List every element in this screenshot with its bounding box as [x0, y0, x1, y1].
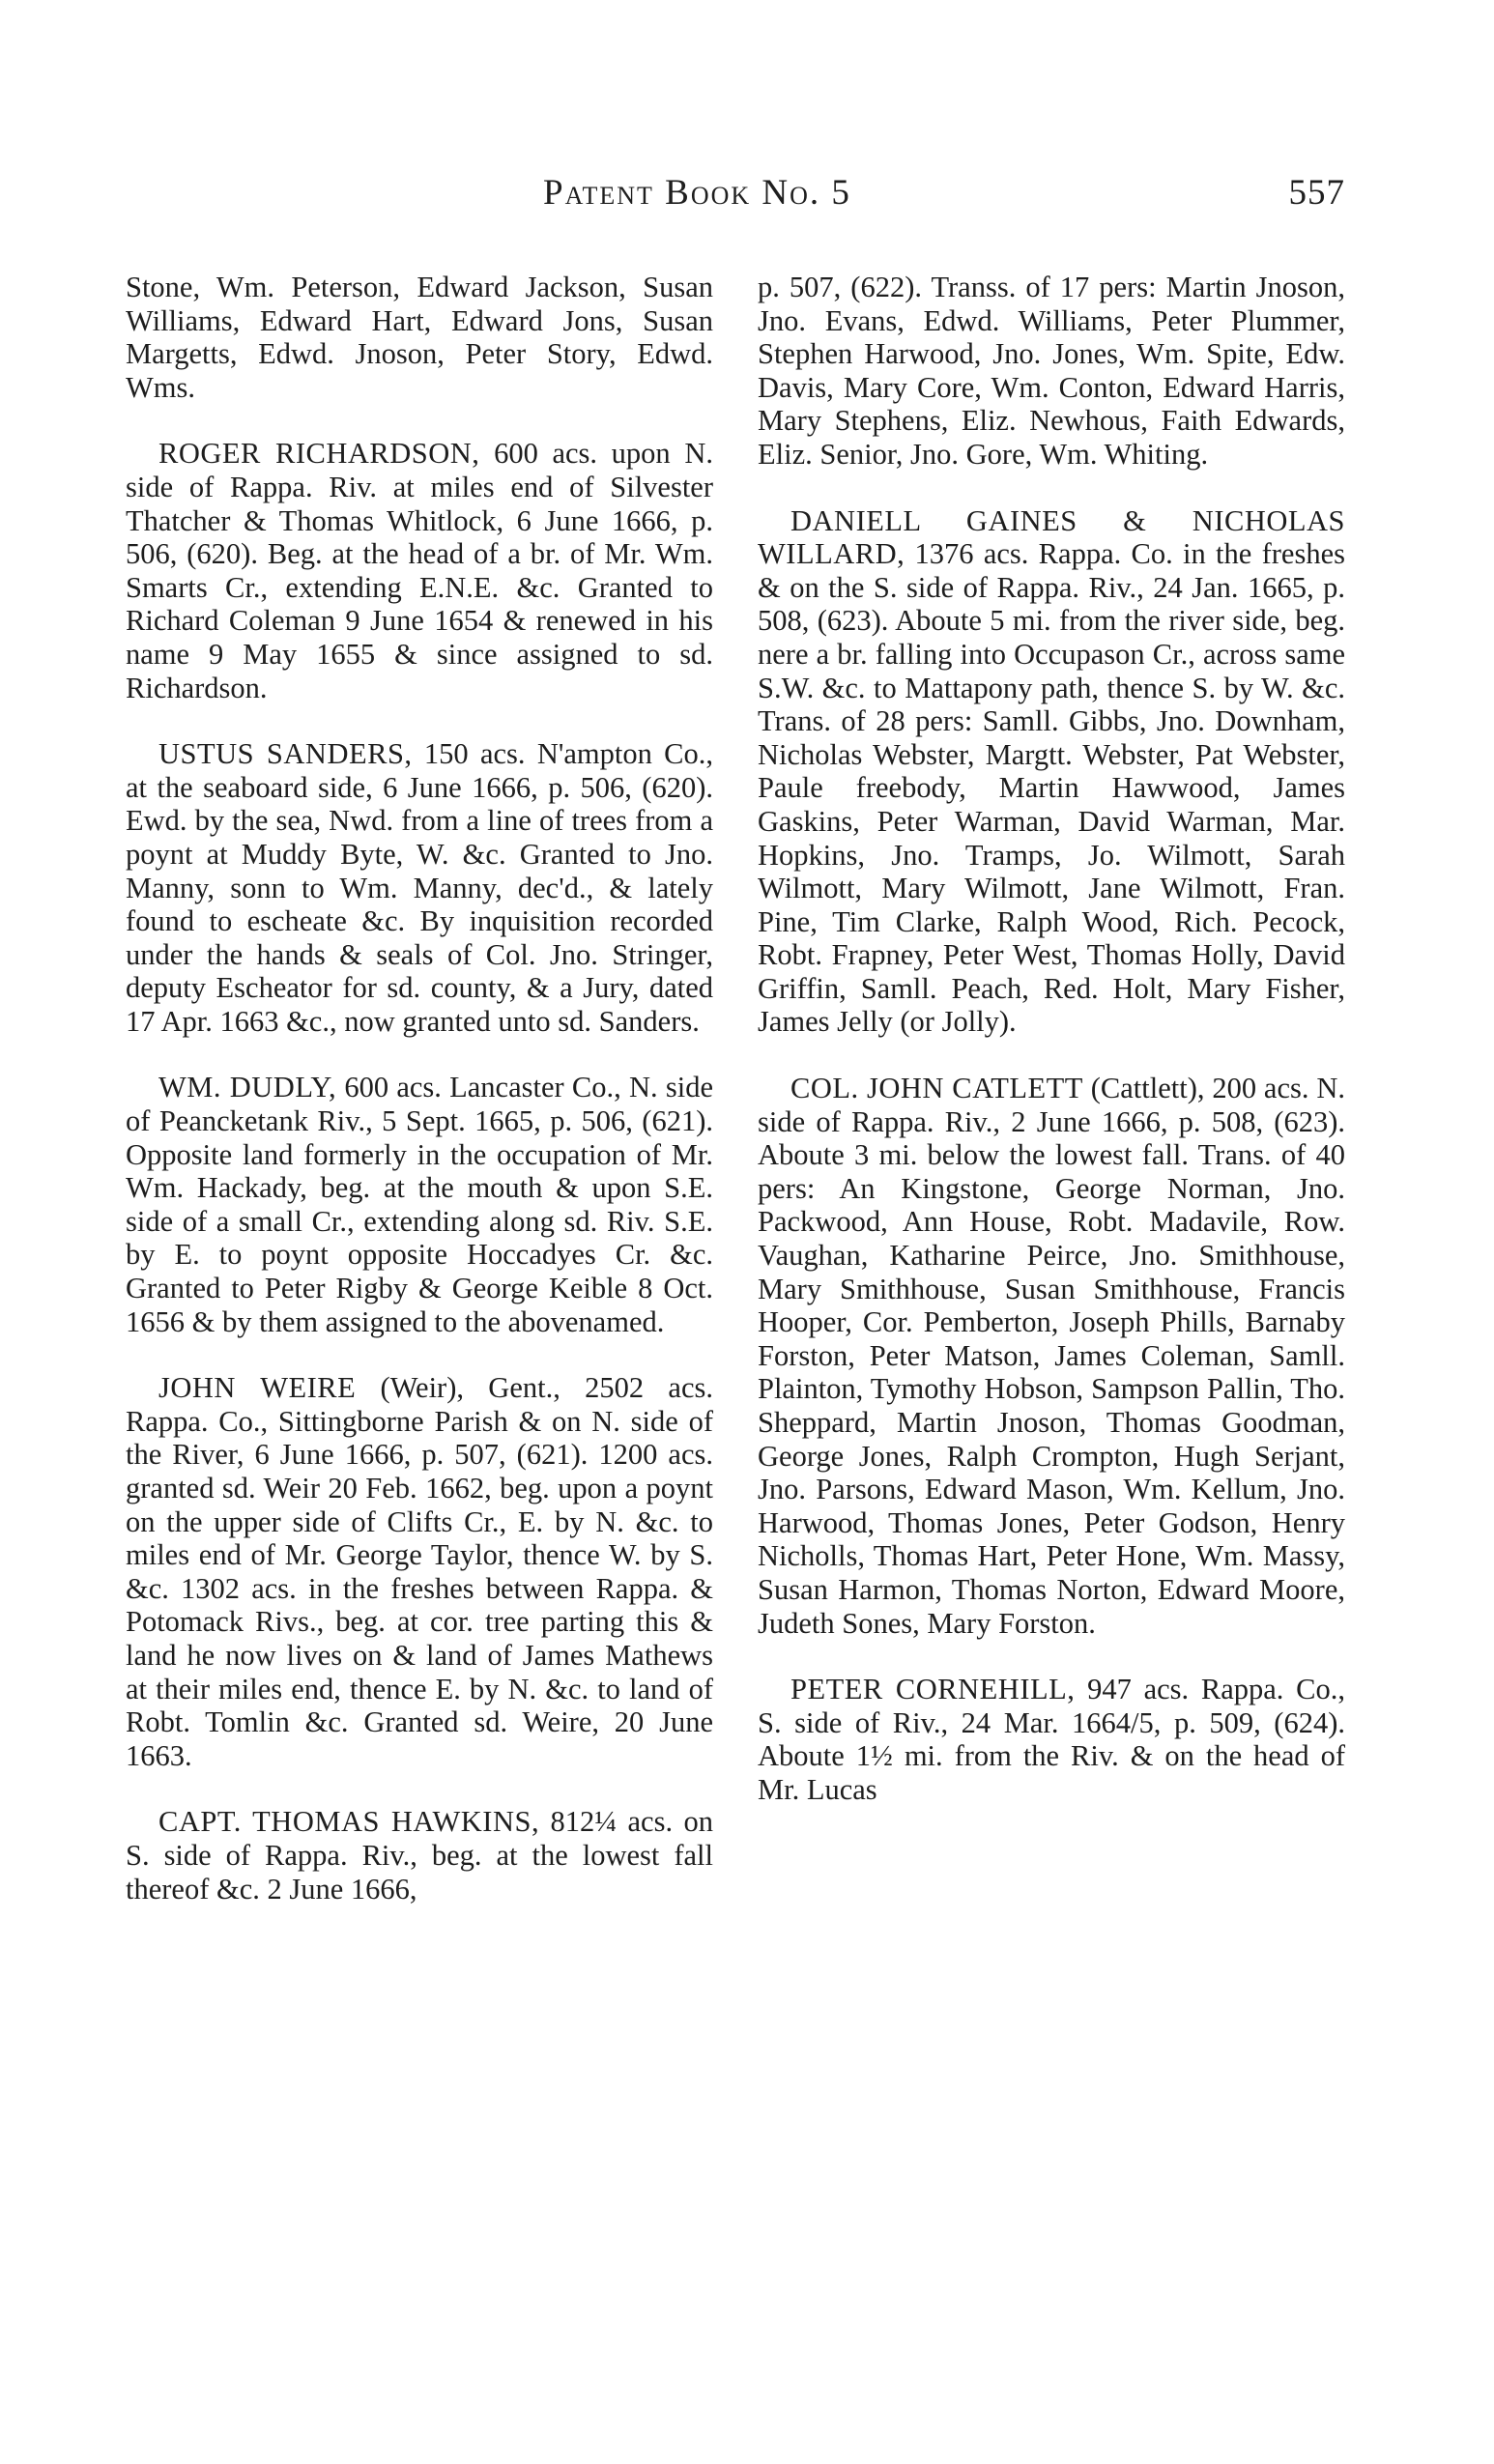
entry-name: JOHN WEIRE — [158, 1371, 357, 1405]
patent-entry — [758, 1072, 1345, 1640]
entry-name: CAPT. THOMAS HAWKINS, — [158, 1805, 540, 1839]
entry-text: 812¼ acs. on S. side of Rappa. Riv., beg. at the lowest fall thereof &c. 2 June 1666, — [126, 1805, 713, 1905]
entry-text: 600 acs. upon N. side of Rappa. Riv. at miles end of Silvester Thatcher & Thomas Whitlock, 6 June 1666, p. 506, (620). Beg. at the head of a br. of Mr. Wm. Smarts Cr., extending E.N.E. &c. Granted to Richard Coleman 9 June 1654 & renewed in his name 9 May 1655 & since assigned to sd. Richardson. — [126, 437, 713, 704]
patent-entry — [758, 504, 1345, 1040]
running-title: Patent Book No. 5 — [543, 173, 851, 213]
entry-text: (Weir), Gent., 2502 acs. Rappa. Co., Sittingborne Parish & on N. side of the River, 6 June 1666, p. 507, (621). 1200 acs. granted sd. Weir 20 Feb. 1662, beg. upon a poynt on the upper side of Clifts Cr., E. by N. &c. to miles end of Mr. George Taylor, thence W. by S. &c. 1302 acs. in the freshes between Rappa. & Potomack Rivs., beg. at cor. tree parting this & land he now lives on & land of James Mathews at their miles end, thence E. by N. &c. to land of Robt. Tomlin &c. Granted sd. Weire, 20 June 1663. — [126, 1371, 713, 1772]
entry-name: COL. JOHN CATLETT — [790, 1072, 1083, 1105]
patent-entry — [758, 271, 1345, 472]
left-column — [126, 271, 713, 1938]
entry-text: 947 acs. Rappa. Co., S. side of Riv., 24 Mar. 1664/5, p. 509, (624). Aboute 1½ mi. from the Riv. & on the head of Mr. Lucas — [758, 1673, 1345, 1806]
patent-entry — [126, 1805, 713, 1905]
patent-entry — [126, 1371, 713, 1772]
patent-entry — [126, 737, 713, 1038]
page-header — [0, 172, 1494, 226]
patent-entry — [758, 1673, 1345, 1806]
entry-name: ROGER RICHARDSON, — [158, 437, 480, 471]
entry-text: p. 507, (622). Transs. of 17 pers: Martin Jnoson, Jno. Evans, Edwd. Williams, Peter Plummer, Stephen Harwood, Jno. Jones, Wm. Spite, Edw. Davis, Mary Core, Wm. Conton, Edward Harris, Mary Stephens, Eliz. Newhous, Faith Edwards, Eliz. Senior, Jno. Gore, Wm. Whiting. — [758, 271, 1345, 471]
patent-entry — [126, 437, 713, 704]
entry-name: DANIELL GAINES & NICHOLAS WILLARD, — [758, 503, 1345, 571]
entry-text: Stone, Wm. Peterson, Edward Jackson, Susan Williams, Edward Hart, Edward Jons, Susan Margetts, Edwd. Jnoson, Peter Story, Edwd. Wms. — [126, 271, 713, 404]
entry-text: (Cattlett), 200 acs. N. side of Rappa. Riv., 2 June 1666, p. 508, (623). Aboute 3 mi. below the lowest fall. Trans. of 40 pers: An Kingstone, George Norman, Jno. Packwood, Ann House, Robt. Madavile, Row. Vaughan, Katharine Peirce, Jno. Smithhouse, Mary Smithhouse, Susan Smithhouse, Francis Hooper, Cor. Pemberton, Joseph Phills, Barnaby Forston, Peter Matson, James Coleman, Samll. Plainton, Tymothy Hobson, Sampson Pallin, Tho. Sheppard, Martin Jnoson, Thomas Goodman, George Jones, Ralph Crompton, Hugh Serjant, Jno. Parsons, Edward Mason, Wm. Kellum, Jno. Harwood, Thomas Jones, Peter Godson, Henry Nicholls, Thomas Hart, Peter Hone, Wm. Massy, Susan Harmon, Thomas Norton, Edward Moore, Judeth Sones, Mary Forston. — [758, 1072, 1346, 1640]
patent-entry — [126, 271, 713, 404]
entry-text: 600 acs. Lancaster Co., N. side of Peancketank Riv., 5 Sept. 1665, p. 506, (621). Opposite land formerly in the occupation of Mr. Wm. Hackady, beg. at the mouth & upon S.E. side of a small Cr., extending along sd. Riv. S.E. by E. to poynt opposite Hoccadyes Cr. &c. Granted to Peter Rigby & George Keible 8 Oct. 1656 & by them assigned to the abovenamed. — [126, 1071, 713, 1338]
patent-entry — [126, 1071, 713, 1338]
right-column — [758, 271, 1345, 1840]
entry-text: 150 acs. N'ampton Co., at the seaboard side, 6 June 1666, p. 506, (620). Ewd. by the sea, Nwd. from a line of trees from a poynt at Muddy Byte, W. &c. Granted to Jno. Manny, sonn to Wm. Manny, dec'd., & lately found to escheate &c. By inquisition recorded under the hands & seals of Col. Jno. Stringer, deputy Escheator for sd. county, & a Jury, dated 17 Apr. 1663 &c., now granted unto sd. Sanders. — [126, 737, 714, 1038]
entry-name: USTUS SANDERS, — [158, 737, 413, 771]
entry-name: PETER CORNEHILL, — [790, 1673, 1076, 1706]
page-number: 557 — [1288, 173, 1345, 213]
entry-name: WM. DUDLY, — [158, 1071, 337, 1104]
entry-text: 1376 acs. Rappa. Co. in the freshes & on the S. side of Rappa. Riv., 24 Jan. 1665, p. 508, (623). Aboute 5 mi. from the river side, beg. nere a br. falling into Occupason Cr., across same S.W. &c. to Mattapony path, thence S. by W. &c. Trans. of 28 pers: Samll. Gibbs, Jno. Downham, Nicholas Webster, Margtt. Webster, Pat Webster, Paule freebody, Martin Hawwood, James Gaskins, Peter Warman, David Warman, Mar. Hopkins, Jno. Tramps, Jo. Wilmott, Sarah Wilmott, Mary Wilmott, Jane Wilmott, Fran. Pine, Tim Clarke, Ralph Wood, Rich. Pecock, Robt. Frapney, Peter West, Thomas Holly, David Griffin, Samll. Peach, Red. Holt, Mary Fisher, James Jelly (or Jolly). — [758, 537, 1345, 1039]
